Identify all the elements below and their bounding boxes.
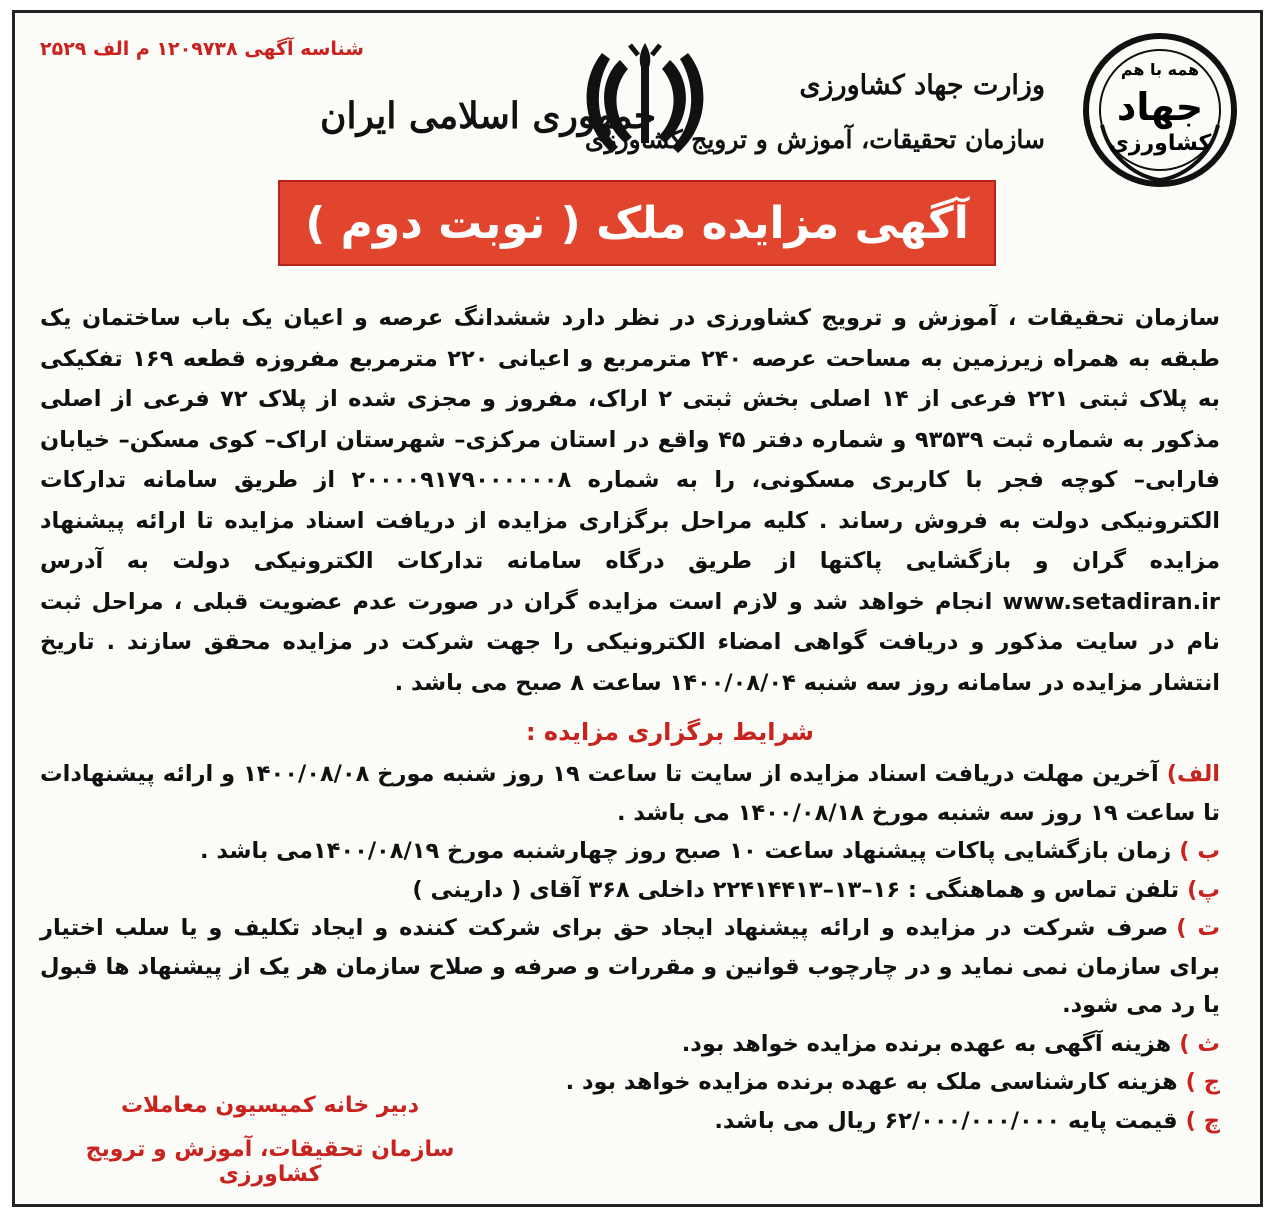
organization-title: سازمان تحقیقات، آموزش و ترویج کشاورزی [584,125,1045,154]
condition-mark: الف) [1166,761,1220,787]
condition-item [40,832,1220,871]
conditions-title: شرایط برگزاری مزایده : [525,718,815,746]
condition-text: هزینه کارشناسی ملک به عهده برنده مزایده خواهد بود . [565,1069,1178,1095]
ministry-title: وزارت جهاد کشاورزی [799,70,1045,101]
banner-title: آگهی مزایده ملک ( نوبت دوم ) [305,197,969,249]
logo-main-text: جهاد [1116,85,1204,129]
conditions-list [40,755,1220,1140]
condition-mark: چ ) [1185,1107,1220,1134]
main-paragraph: سازمان تحقیقات ، آموزش و ترویج کشاورزی در نظر دارد ششدانگ عرصه و اعیان یک باب ساختمان یک طبقه به همراه زیرزمین به مساحت عرصه ۲۴۰ مترمربع و اعیانی ۲۲۰ مترمربع مفروزه قطعه ۱۶۹ تفکیکی به پلاک ثبتی ۲۲۱ فرعی از ۱۴ اصلی بخش ثبتی ۲ اراک، مفروز و مجزی شده از پلاک ۷۲ فرعی از اصلی مذکور به شماره ثبت ۹۳۵۳۹ و شماره دفتر ۴۵ واقع در استان مرکزی– شهرستان اراک– کوی مسکن– خیابان فارابی– کوچه فجر با کاربری مسکونی، را به شماره ۲۰۰۰۰۹۱۷۹۰۰۰۰۰۰۸ از طریق سامانه تدارکات الکترونیکی دولت به فروش رساند . کلیه مراحل برگزاری مزایده از دریافت اسناد مزایده تا ارائه پیشنهاد مزایده گران و بازگشایی پاکتها از طریق درگاه سامانه تدارکات الکترونیکی دولت به آدرس www.setadiran.ir انجام خواهد شد و لازم است مزایده گران در صورت عدم عضویت قبلی ، مراحل ثبت نام در سایت مذکور و دریافت گواهی امضاء الکترونیکی را جهت شرکت در مزایده محقق سازند . تاریخ انتشار مزایده در سامانه روز سه شنبه ۱۴۰۰/۰۸/۰۴ ساعت ۸ صبح می باشد . [40,305,1220,696]
condition-item [500,1063,1220,1102]
condition-item [40,871,1220,910]
condition-text: قیمت پایه ۶۲/۰۰۰/۰۰۰/۰۰۰ ریال می باشد. [714,1107,1178,1134]
condition-mark: پ) [1187,876,1220,903]
logo-top-text: همه با هم [1120,60,1200,79]
logo-bottom-text: کشاورزی [1108,131,1212,156]
condition-item [500,1102,1220,1141]
signature-line-2: سازمان تحقیقات، آموزش و ترویج کشاورزی [85,1137,455,1187]
signature-line-1: دبیر خانه کمیسیون معاملات [120,1093,420,1118]
condition-text: آخرین مهلت دریافت اسناد مزایده از سایت تا ساعت ۱۹ روز شنبه مورخ ۱۴۰۰/۰۸/۰۸ و ارائه پیشنهادات تا ساعت ۱۹ روز سه شنبه مورخ ۱۴۰۰/۰۸/۱۸ می باشد . [40,761,1220,826]
ad-id: شناسه آگهی ۱۲۰۹۷۳۸ م الف ۲۵۲۹ [40,38,364,60]
jahad-keshavarzi-logo [1080,30,1240,190]
republic-title: جمهوری اسلامی ایران [320,95,657,137]
condition-item [40,909,1220,1025]
condition-text: زمان بازگشایی پاکات پیشنهاد ساعت ۱۰ صبح روز چهارشنبه مورخ ۱۴۰۰/۰۸/۱۹می باشد . [199,838,1172,864]
condition-item [500,1025,1220,1064]
condition-mark: ت ) [1176,915,1220,941]
condition-text: صرف شرکت در مزایده و ارائه پیشنهاد ایجاد حق برای شرکت کننده و ایجاد تکلیف و یا سلب اختیار برای سازمان نمی نماید و در چارچوب قوانین و مقررات و صرفه و صلاح سازمان هر یک از پیشنهاد ها قبول یا رد می شود. [40,915,1220,1018]
condition-mark: ج ) [1185,1069,1220,1095]
condition-text: هزینه آگهی به عهده برنده مزایده خواهد بود. [681,1030,1172,1057]
condition-text: تلفن تماس و هماهنگی : ۱۶–۱۳–۲۲۴۱۴۴۱۳ داخلی ۳۶۸ آقای ( دارینی ) [412,876,1180,903]
condition-mark: ب ) [1179,838,1220,864]
condition-mark: ث ) [1179,1030,1220,1057]
condition-item [40,755,1220,832]
title-banner [278,180,996,266]
